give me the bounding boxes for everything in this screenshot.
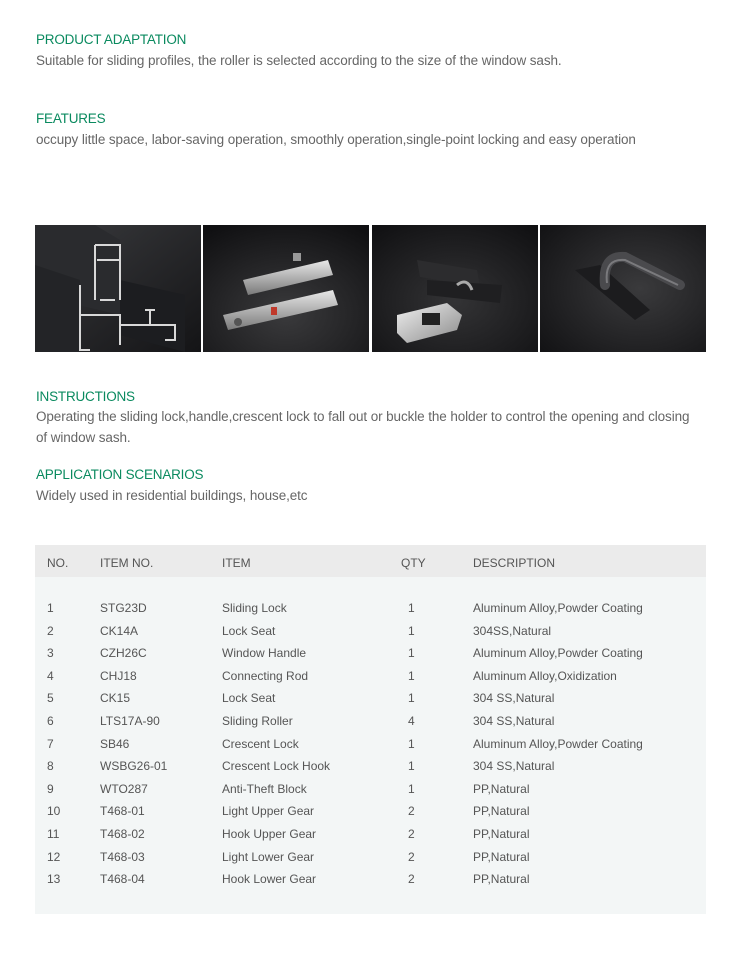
cell-item-no: T468-02 (100, 827, 145, 841)
cell-no: 3 (47, 646, 54, 661)
window-handle-photo (540, 225, 706, 352)
cell-item-no: SB46 (100, 736, 130, 751)
cell-no: 4 (47, 668, 54, 683)
cell-description: Aluminum Alloy,Powder Coating (473, 736, 643, 751)
cell-no: 5 (47, 691, 54, 706)
cell-qty: 1 (408, 736, 415, 751)
cell-item: Anti-Theft Block (222, 781, 307, 796)
cell-no: 2 (47, 623, 54, 638)
cell-item: Crescent Lock (222, 736, 299, 751)
header-no: NO. (47, 556, 69, 570)
cell-description: 304 SS,Natural (473, 759, 555, 774)
cell-description: 304 SS,Natural (473, 691, 555, 706)
crescent-lock-photo (372, 225, 538, 352)
table-row (35, 850, 706, 872)
table-row (35, 691, 706, 713)
cell-item: Hook Lower Gear (222, 872, 317, 887)
table-row (35, 804, 706, 826)
cell-qty: 1 (408, 646, 415, 661)
table-row (35, 646, 706, 668)
features-heading: FEATURES (36, 111, 106, 126)
header-item: ITEM (222, 556, 251, 570)
cell-qty: 1 (408, 759, 415, 774)
cell-item: Lock Seat (222, 623, 276, 638)
cell-item-no: T468-04 (100, 872, 145, 887)
cell-item-no: T468-01 (100, 804, 145, 819)
table-row (35, 737, 706, 759)
application-text: Widely used in residential buildings, house,etc (36, 488, 308, 503)
table-row (35, 669, 706, 691)
cell-item-no: WTO287 (100, 781, 148, 796)
cell-no: 7 (47, 736, 54, 751)
cell-qty: 1 (408, 668, 415, 683)
product-adaptation-heading: PRODUCT ADAPTATION (36, 32, 187, 47)
cell-description: PP,Natural (473, 849, 530, 864)
cell-qty: 1 (408, 691, 415, 706)
cell-no: 10 (47, 804, 61, 819)
product-adaptation-text: Suitable for sliding profiles, the roller is selected according to the size of the window sash. (36, 53, 562, 68)
cell-no: 6 (47, 714, 54, 728)
application-heading: APPLICATION SCENARIOS (36, 467, 204, 482)
header-description: DESCRIPTION (473, 556, 556, 570)
cell-qty: 2 (408, 849, 415, 864)
product-photo-strip (35, 225, 706, 352)
header-qty: QTY (401, 556, 426, 570)
cell-no: 8 (47, 759, 54, 774)
cell-no: 1 (47, 601, 54, 615)
cell-item-no: LTS17A-90 (100, 714, 160, 728)
cell-description: PP,Natural (473, 804, 530, 819)
instructions-text: Operating the sliding lock,handle,crescent lock to fall out or buckle the holder to control the opening and closing of window sash. (36, 409, 690, 445)
cell-item: Connecting Rod (222, 668, 309, 683)
cell-item-no: CHJ18 (100, 668, 137, 683)
cell-item-no: WSBG26-01 (100, 759, 168, 774)
cell-no: 12 (47, 849, 61, 864)
cell-item: Sliding Roller (222, 714, 293, 728)
table-row (35, 714, 706, 736)
cell-item-no: CK15 (100, 691, 131, 706)
cell-item: Light Upper Gear (222, 804, 315, 819)
table-row (35, 601, 706, 623)
parts-table (35, 545, 706, 914)
cell-item: Window Handle (222, 646, 307, 661)
cell-description: PP,Natural (473, 827, 530, 841)
cell-item-no: T468-03 (100, 849, 145, 864)
cell-qty: 1 (408, 601, 415, 615)
table-row (35, 759, 706, 781)
table-row (35, 782, 706, 804)
cell-item-no: CZH26C (100, 646, 147, 661)
aluminum-profile-photo (35, 225, 201, 352)
features-text: occupy little space, labor-saving operation, smoothly operation,single-point locking and easy operation (36, 132, 636, 147)
cell-qty: 1 (408, 623, 415, 638)
cell-description: PP,Natural (473, 872, 530, 887)
cell-item: Hook Upper Gear (222, 827, 317, 841)
cell-item-no: CK14A (100, 623, 139, 638)
table-row (35, 872, 706, 894)
cell-item: Sliding Lock (222, 601, 287, 615)
cell-no: 9 (47, 781, 54, 796)
cell-description: 304 SS,Natural (473, 714, 555, 728)
cell-description: 304SS,Natural (473, 623, 552, 638)
cell-description: Aluminum Alloy,Powder Coating (473, 601, 643, 615)
cell-qty: 2 (408, 827, 415, 841)
cell-description: PP,Natural (473, 781, 530, 796)
cell-item: Lock Seat (222, 691, 276, 706)
cell-item: Crescent Lock Hook (222, 759, 331, 774)
instructions-heading: INSTRUCTIONS (36, 389, 135, 404)
cell-qty: 2 (408, 872, 415, 887)
table-row (35, 624, 706, 646)
cell-item: Light Lower Gear (222, 849, 315, 864)
cell-description: Aluminum Alloy,Oxidization (473, 668, 617, 683)
header-item-no: ITEM NO. (100, 556, 154, 570)
cell-item-no: STG23D (100, 601, 147, 615)
cell-qty: 2 (408, 804, 415, 819)
cell-description: Aluminum Alloy,Powder Coating (473, 646, 643, 661)
table-row (35, 827, 706, 849)
cell-qty: 1 (408, 781, 415, 796)
sliding-lock-photo (203, 225, 369, 352)
table-header (35, 545, 706, 577)
cell-qty: 4 (408, 714, 415, 728)
cell-no: 11 (47, 827, 60, 841)
cell-no: 13 (47, 872, 61, 887)
